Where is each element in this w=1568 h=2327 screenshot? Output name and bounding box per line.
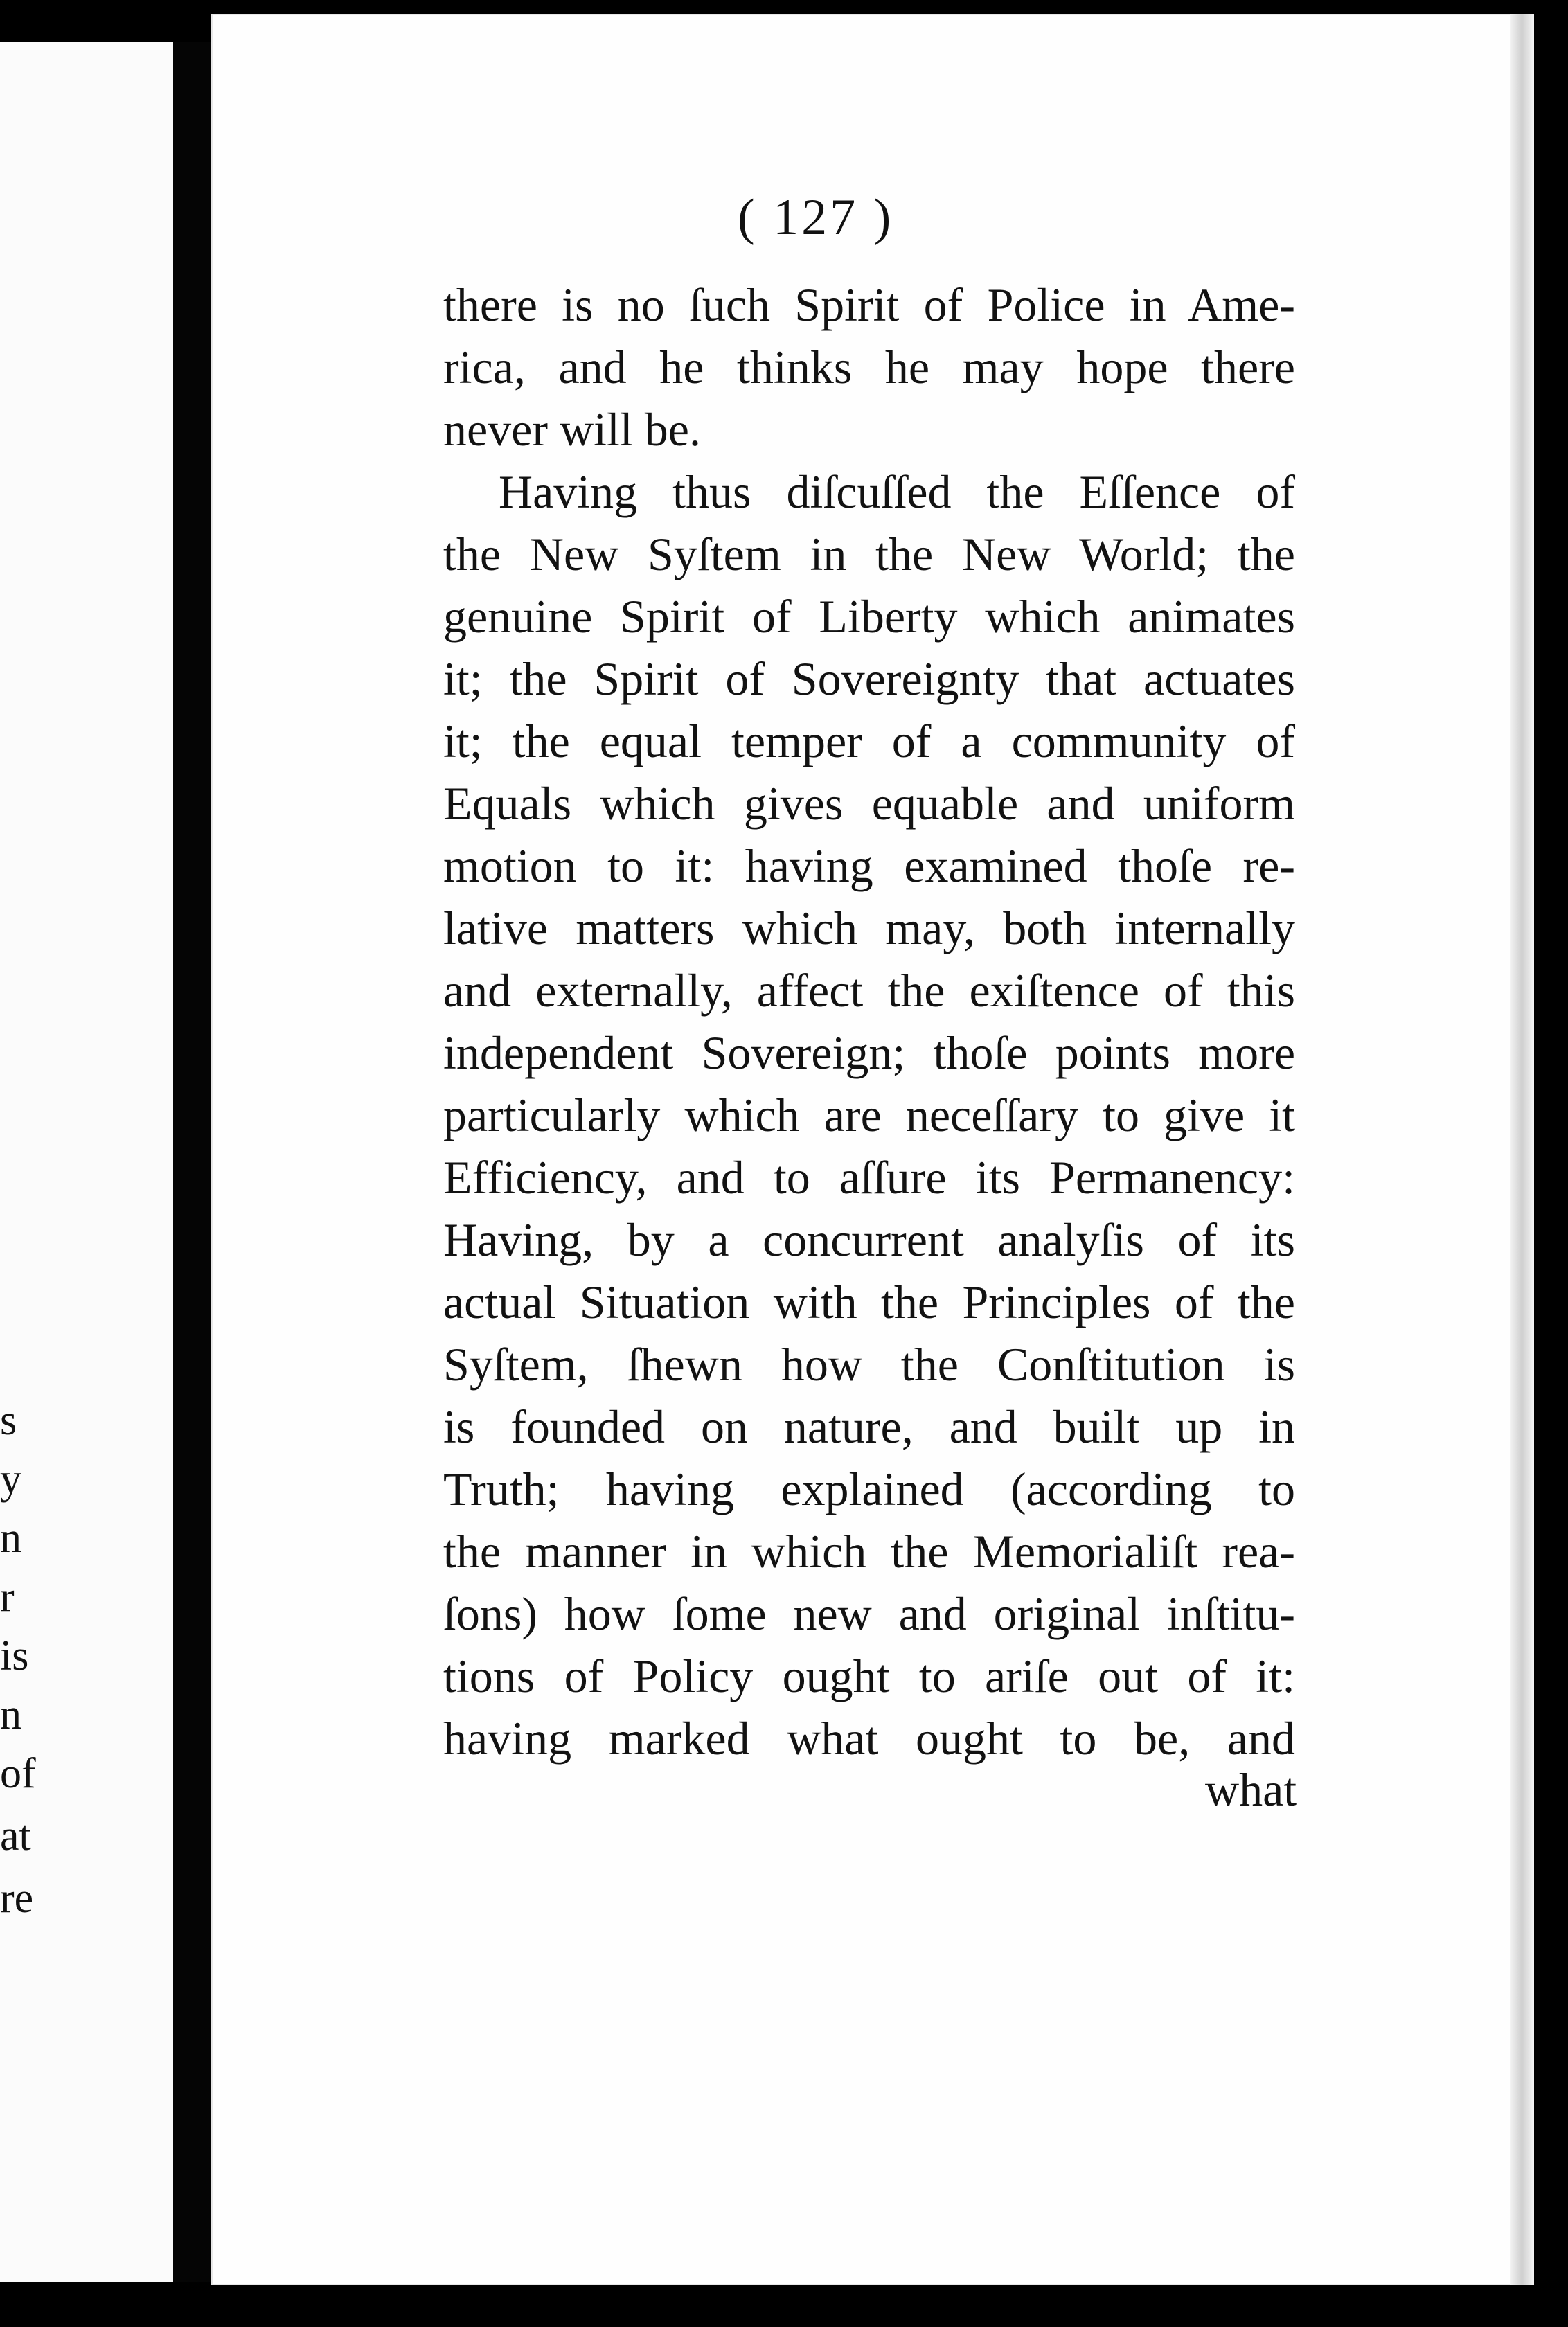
text-line: Truth; having explained (according to [443, 1463, 1295, 1515]
text-line: it; the Spirit of Sovereignty that actuates [443, 652, 1295, 705]
text-line: the New Syſtem in the New World; the [443, 528, 1295, 580]
previous-page-strip [0, 42, 173, 2282]
text-line: tions of Policy ought to ariſe out of it: [443, 1650, 1295, 1702]
text-line: the manner in which the Memorialiſt rea- [443, 1525, 1295, 1578]
text-line: there is no ſuch Spirit of Police in Ame- [443, 278, 1295, 331]
text-line: is founded on nature, and built up in [443, 1400, 1295, 1453]
left-fragment: re [0, 1875, 34, 1922]
text-line: rica, and he thinks he may hope there [443, 341, 1295, 393]
left-fragment: at [0, 1812, 31, 1860]
text-line: never will be. [443, 403, 701, 456]
text-line: having marked what ought to be, and [443, 1712, 1295, 1765]
catchword: what [1205, 1763, 1297, 1816]
body-text [443, 274, 1295, 1769]
text-line: particularly which are neceſſary to give it [443, 1089, 1295, 1141]
text-line: Syſtem, ſhewn how the Conſtitution is [443, 1338, 1295, 1391]
page-edge [1510, 14, 1534, 2285]
text-line: independent Sovereign; thoſe points more [443, 1026, 1295, 1079]
page-number: ( 127 ) [738, 189, 894, 246]
left-fragment: is [0, 1632, 29, 1679]
left-fragment: of [0, 1750, 36, 1797]
left-fragment: r [0, 1573, 15, 1621]
text-line: actual Situation with the Principles of the [443, 1276, 1295, 1328]
text-line: Having thus diſcuſſed the Eſſence of [499, 465, 1295, 518]
text-line: it; the equal temper of a community of [443, 715, 1295, 767]
text-line: genuine Spirit of Liberty which animates [443, 590, 1295, 643]
text-line: lative matters which may, both internally [443, 902, 1295, 954]
left-fragment: n [0, 1691, 21, 1738]
text-line: Having, by a concurrent analyſis of its [443, 1213, 1295, 1266]
left-fragment: n [0, 1515, 21, 1562]
left-fragment: s [0, 1397, 17, 1444]
text-line: Efficiency, and to aſſure its Permanency: [443, 1151, 1295, 1204]
text-line: motion to it: having examined thoſe re- [443, 839, 1295, 892]
left-fragment: y [0, 1456, 21, 1503]
text-line: ſons) how ſome new and original inſtitu- [443, 1587, 1295, 1640]
text-line: and externally, affect the exiſtence of this [443, 964, 1295, 1017]
text-line: Equals which gives equable and uniform [443, 777, 1295, 830]
